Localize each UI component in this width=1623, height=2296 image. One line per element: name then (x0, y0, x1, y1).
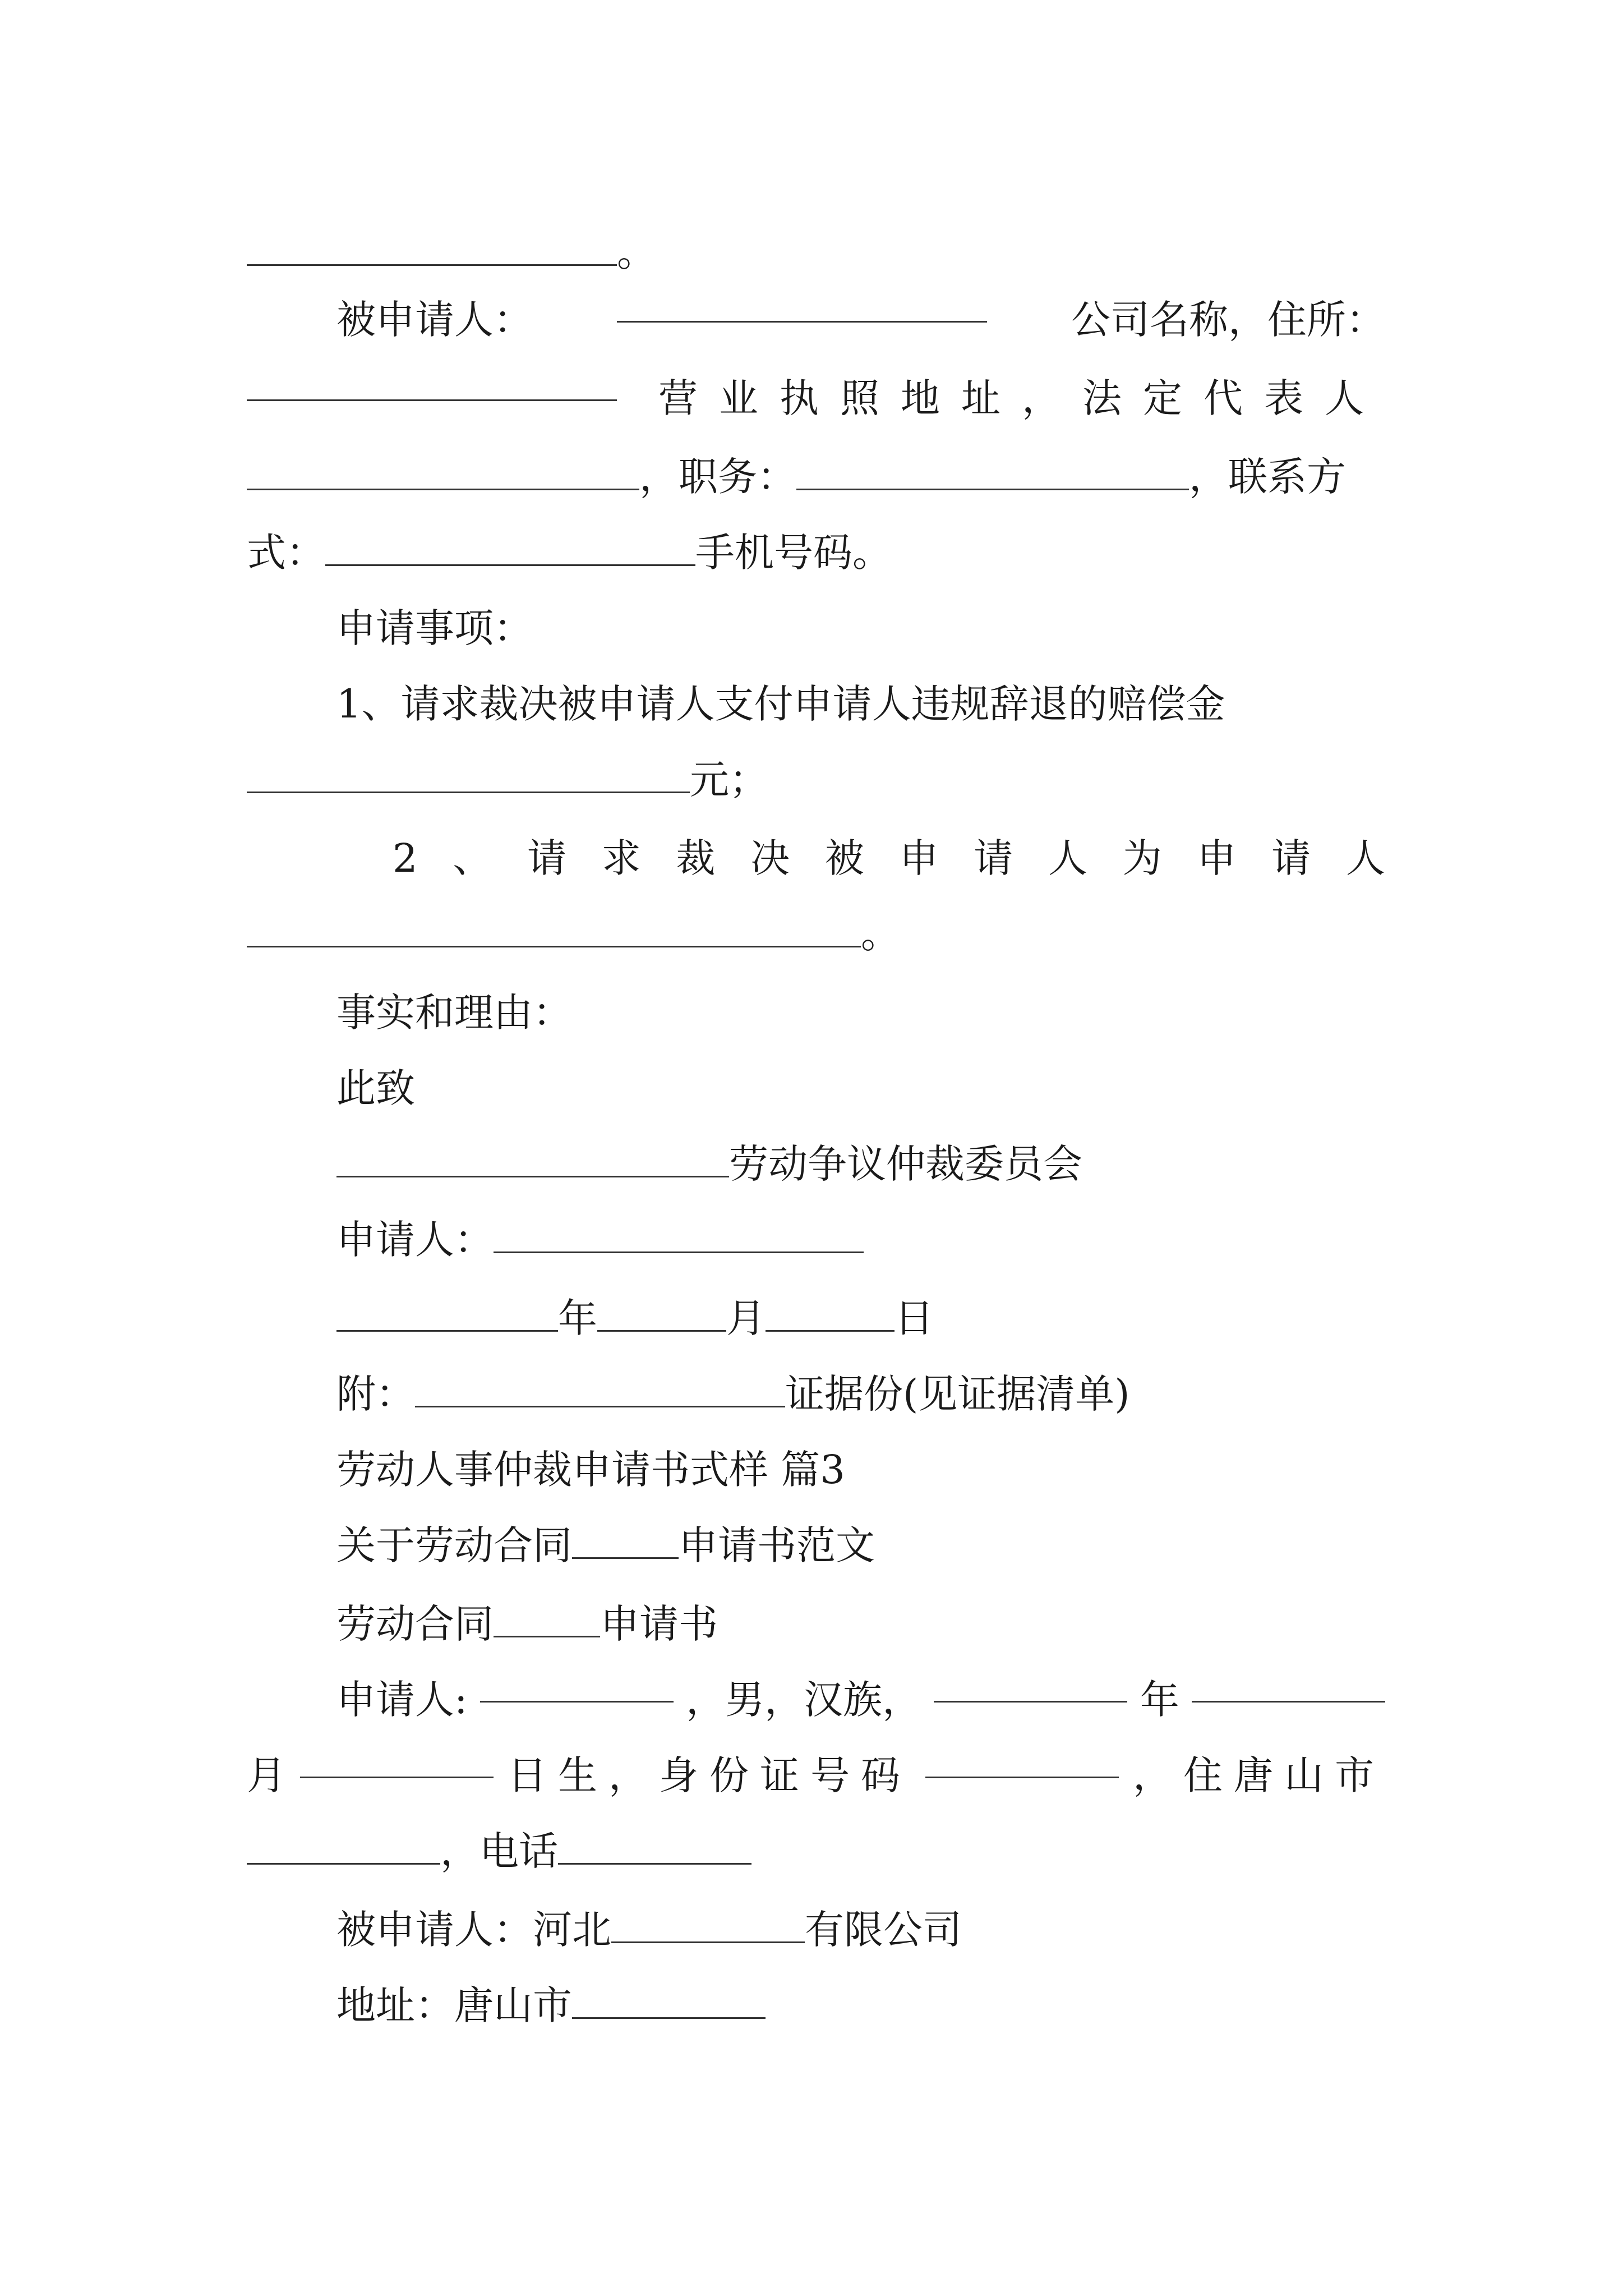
subtitle-2: 劳动合同 申请书 (336, 1601, 718, 1647)
committee-line (336, 1130, 1385, 1198)
applicant-field[interactable] (494, 1217, 864, 1253)
company-name-field[interactable] (617, 286, 987, 323)
attachment-line (336, 1360, 1385, 1428)
claim-2: 2 、 请 求 裁 决 被 申 请 人 为 申 请 人 (393, 835, 1385, 881)
committee-field[interactable] (336, 1141, 729, 1177)
phone-label: 手机号码。 (695, 530, 892, 576)
subtitle-1: 关于劳动合同 申请书范文 (336, 1522, 875, 1568)
birth-day-field[interactable] (300, 1742, 494, 1778)
day-field[interactable] (766, 1295, 895, 1332)
position-label: ，职务： (639, 454, 796, 500)
applicant-label: 申请人: (336, 1677, 468, 1723)
month-label: 月 (726, 1295, 766, 1341)
birth-id-line: 月 日生，身份证号码 ，住唐山市 (247, 1742, 1385, 1809)
year-field[interactable] (336, 1295, 558, 1332)
evidence-count-field[interactable] (415, 1371, 785, 1407)
day-label: 日 (895, 1295, 934, 1341)
phone-field[interactable] (558, 1828, 751, 1865)
position-field[interactable] (796, 454, 1189, 490)
text: 。 (861, 911, 900, 957)
birth-year-field[interactable] (934, 1666, 1127, 1703)
section-title: 劳动人事仲裁申请书式样 篇3 (336, 1447, 845, 1493)
applicant-label: 申请人： (336, 1217, 494, 1263)
claim-1: 1、请求裁决被申请人支付申请人违规辞退的赔偿金 (336, 681, 1225, 727)
birth-month-field[interactable] (1192, 1666, 1385, 1703)
contact-label: ，联系方 (1189, 454, 1346, 500)
address-line (247, 365, 1385, 432)
date-line (336, 1285, 1385, 1352)
id-number-field[interactable] (925, 1742, 1119, 1778)
line-1 (247, 219, 1385, 286)
claim-1-amount (247, 746, 1385, 813)
claim-2-field-line (247, 900, 1385, 968)
contact-line (247, 519, 1385, 586)
claim-2-field[interactable] (247, 911, 861, 947)
residence-field[interactable] (247, 1828, 440, 1865)
business-license-label: 营业执照地址，法定代表人 (658, 375, 1385, 421)
blank-field[interactable] (247, 229, 617, 266)
applicant-sign-line (336, 1206, 1385, 1273)
attachment-label: 附： (336, 1371, 415, 1417)
facts-heading: 事实和理由： (336, 990, 572, 1036)
representative-field[interactable] (247, 454, 639, 490)
residence-line: ，电话 (247, 1818, 1385, 1885)
address-field[interactable] (572, 1982, 766, 2019)
address-field[interactable] (247, 365, 617, 401)
committee-label: 劳动争议仲裁委员会 (729, 1141, 1082, 1187)
respondent-line (336, 286, 1385, 353)
company-name-label: 公司名称，住所： (1071, 297, 1385, 343)
blank-field[interactable] (494, 1601, 600, 1637)
respondent-company-line: 被申请人：河北 有限公司 (336, 1907, 962, 1953)
yuan-label: 元； (690, 757, 768, 803)
blank-field[interactable] (572, 1522, 679, 1559)
respondent-address-line: 地址：唐山市 (336, 1972, 1385, 2039)
evidence-label: 证据份(见证据清单) (785, 1371, 1130, 1417)
claims-heading: 申请事项： (336, 605, 533, 651)
contact-label-end: 式： (247, 530, 325, 576)
applicant-info-line: 申请人: ，男，汉族， 年 (336, 1666, 1385, 1733)
month-field[interactable] (597, 1295, 726, 1332)
company-field[interactable] (611, 1907, 805, 1943)
respondent-label: 被申请人： (336, 297, 533, 343)
salutation: 此致 (336, 1065, 415, 1111)
name-field[interactable] (480, 1666, 674, 1703)
representative-line (247, 443, 1385, 510)
contact-field[interactable] (325, 530, 695, 566)
text: 。 (617, 229, 656, 275)
year-label: 年 (558, 1295, 597, 1341)
amount-field[interactable] (247, 757, 690, 793)
